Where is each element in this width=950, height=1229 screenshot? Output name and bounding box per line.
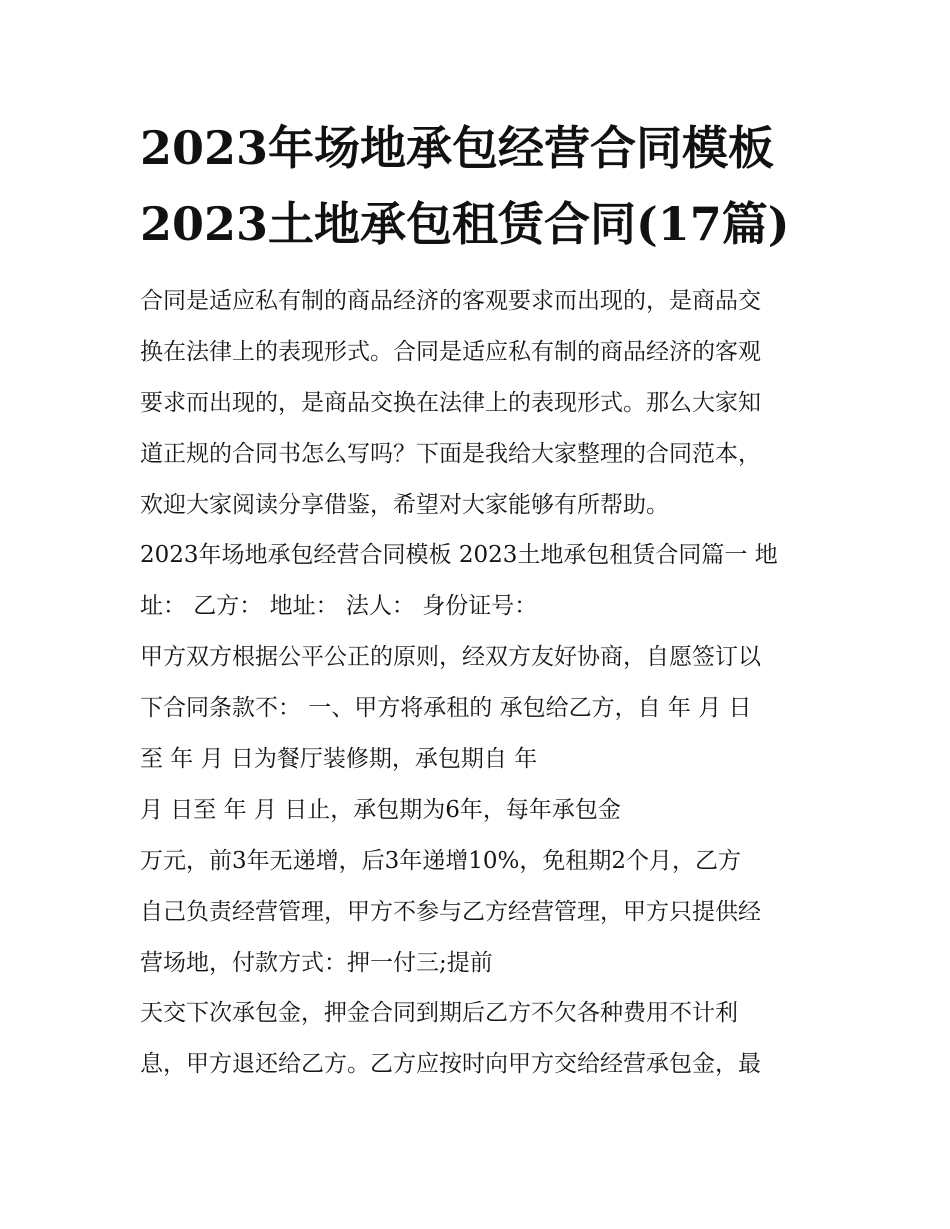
body-line: 至 年 月 日为餐厅装修期，承包期自 年 (140, 746, 538, 773)
body-line: 2023年场地承包经营合同模板 2023土地承包租赁合同篇一 地 (140, 542, 778, 569)
body-line: 址： 乙方： 地址： 法人： 身份证号： (140, 593, 538, 620)
body-line: 天交下次承包金，押金合同到期后乙方不欠各种费用不计利 (140, 1000, 738, 1027)
body-line: 营场地，付款方式：押一付三;提前 (140, 949, 493, 976)
body-line: 要求而出现的，是商品交换在法律上的表现形式。那么大家知 (140, 389, 761, 416)
body-line: 月 日至 年 月 日止，承包期为6年，每年承包金 (140, 796, 621, 823)
body-line: 息，甲方退还给乙方。乙方应按时向甲方交给经营承包金，最 (140, 1051, 761, 1078)
body-line: 换在法律上的表现形式。合同是适应私有制的商品经济的客观 (140, 338, 761, 365)
body-line: 合同是适应私有制的商品经济的客观要求而出现的，是商品交 (140, 288, 761, 314)
body-line: 欢迎大家阅读分享借鉴，希望对大家能够有所帮助。 (140, 491, 669, 518)
document-title-line-1: 2023年场地承包经营合同模板 (140, 121, 775, 175)
body-line: 万元，前3年无递增，后3年递增10%，免租期2个月，乙方 (140, 847, 742, 874)
body-line: 下合同条款不： 一、甲方将承租的 承包给乙方，自 年 月 日 (140, 695, 752, 722)
body-line: 自己负责经营管理，甲方不参与乙方经营管理，甲方只提供经 (140, 898, 761, 925)
document-body (140, 276, 830, 1090)
document-title-line-2: 2023土地承包租赁合同(17篇) (140, 197, 790, 251)
body-line: 甲方双方根据公平公正的原则，经双方友好协商，自愿签订以 (140, 644, 761, 671)
body-line: 道正规的合同书怎么写吗？下面是我给大家整理的合同范本， (140, 440, 761, 467)
